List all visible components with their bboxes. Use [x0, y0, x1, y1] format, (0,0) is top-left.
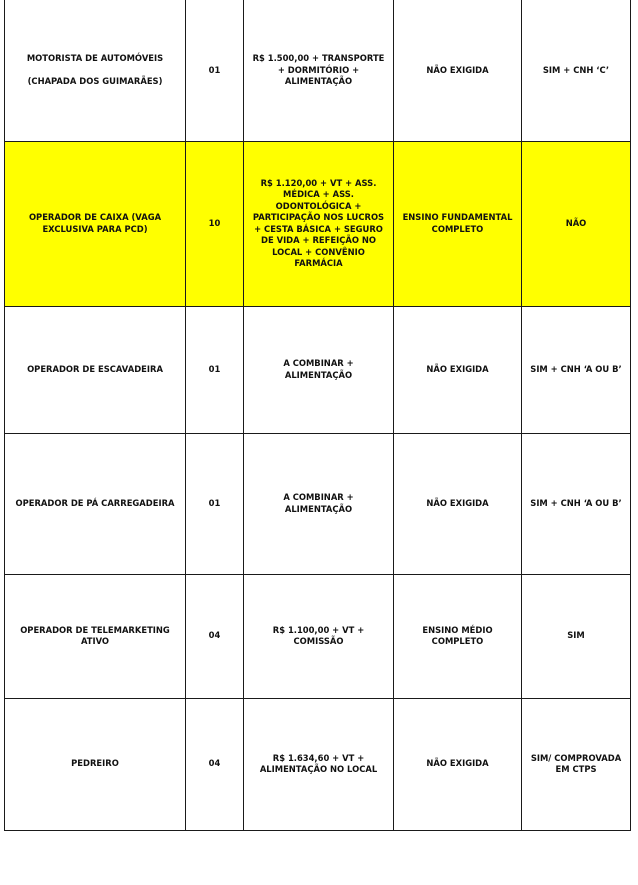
- role-cell: OPERADOR DE ESCAVADEIRA: [5, 306, 186, 433]
- role-cell: OPERADOR DE PÁ CARREGADEIRA: [5, 433, 186, 574]
- quantity-cell: 01: [186, 0, 244, 141]
- table-row: [5, 698, 631, 830]
- role-name: MOTORISTA DE AUTOMÓVEIS: [26, 52, 164, 63]
- experience-cell: SIM: [522, 574, 631, 698]
- table-row: [5, 306, 631, 433]
- experience-cell: SIM + CNH ‘A OU B’: [522, 306, 631, 433]
- salary-cell: R$ 1.120,00 + VT + ASS. MÉDICA + ASS. ODONTOLÓGICA + PARTICIPAÇÃO NOS LUCROS + CESTA BÁSICA + SEGURO DE VIDA + REFEIÇÃO NO LOCAL + CONVÊNIO FARMÁCIA: [244, 141, 394, 306]
- education-cell: ENSINO MÉDIO COMPLETO: [394, 574, 522, 698]
- experience-cell: SIM + CNH ‘A OU B’: [522, 433, 631, 574]
- quantity-cell: 01: [186, 306, 244, 433]
- education-cell: NÃO EXIGIDA: [394, 698, 522, 830]
- education-cell: ENSINO FUNDAMENTAL COMPLETO: [394, 141, 522, 306]
- table-row-highlighted: [5, 141, 631, 306]
- salary-cell: A COMBINAR + ALIMENTAÇÃO: [244, 306, 394, 433]
- experience-cell: NÃO: [522, 141, 631, 306]
- salary-cell: R$ 1.634,60 + VT + ALIMENTAÇÃO NO LOCAL: [244, 698, 394, 830]
- salary-cell: R$ 1.100,00 + VT + COMISSÃO: [244, 574, 394, 698]
- experience-cell: SIM + CNH ‘C’: [522, 0, 631, 141]
- table-row: [5, 0, 631, 141]
- role-location: (CHAPADA DOS GUIMARÃES): [27, 76, 163, 87]
- role-cell: OPERADOR DE TELEMARKETING ATIVO: [5, 574, 186, 698]
- quantity-cell: 04: [186, 574, 244, 698]
- education-cell: NÃO EXIGIDA: [394, 0, 522, 141]
- experience-cell: SIM/ COMPROVADA EM CTPS: [522, 698, 631, 830]
- quantity-cell: 10: [186, 141, 244, 306]
- role-cell: PEDREIRO: [5, 698, 186, 830]
- quantity-cell: 04: [186, 698, 244, 830]
- role-cell: OPERADOR DE CAIXA (VAGA EXCLUSIVA PARA PCD): [5, 141, 186, 306]
- table-row: [5, 574, 631, 698]
- job-vacancies-table: [4, 0, 631, 831]
- role-cell: [5, 0, 186, 141]
- salary-cell: A COMBINAR + ALIMENTAÇÃO: [244, 433, 394, 574]
- salary-cell: R$ 1.500,00 + TRANSPORTE + DORMITÓRIO + ALIMENTAÇÃO: [244, 0, 394, 141]
- education-cell: NÃO EXIGIDA: [394, 306, 522, 433]
- quantity-cell: 01: [186, 433, 244, 574]
- table-row: [5, 433, 631, 574]
- education-cell: NÃO EXIGIDA: [394, 433, 522, 574]
